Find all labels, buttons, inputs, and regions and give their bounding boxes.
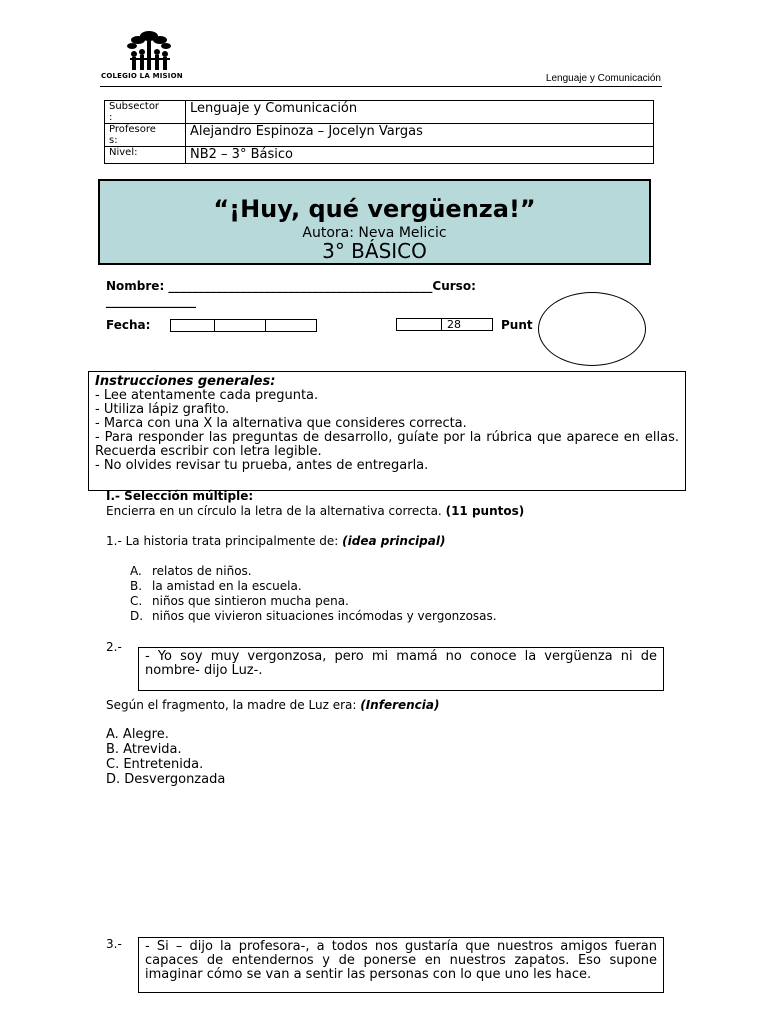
header-subject: Lenguaje y Comunicación: [545, 73, 661, 84]
instructions-heading: Instrucciones generales:: [95, 374, 276, 389]
instruction-line: - Utiliza lápiz grafito.: [95, 402, 230, 417]
question-2-text: Según el fragmento, la madre de Luz era:: [106, 698, 357, 712]
section-instruction: [106, 504, 524, 518]
option[interactable]: B. Atrevida.: [106, 742, 182, 757]
table-row: [105, 147, 654, 164]
table-row: [105, 124, 654, 147]
question-1-text: 1.- La historia trata principalmente de:: [106, 534, 339, 548]
total-points: 28: [441, 318, 493, 331]
header-divider: [100, 86, 662, 87]
points-label: Punt: [501, 318, 533, 332]
author: Autora: Neva Melicic: [302, 225, 447, 241]
level-label: Nivel:: [105, 147, 186, 164]
info-table: [104, 100, 654, 164]
date-year-box[interactable]: [265, 319, 317, 332]
score-box[interactable]: [396, 318, 442, 331]
level-value: NB2 – 3° Básico: [186, 147, 654, 164]
question-3-number: 3.-: [106, 937, 122, 951]
question-1: [106, 534, 445, 548]
instruction-line: - No olvides revisar tu prueba, antes de entregarla.: [95, 458, 429, 473]
grade-circle[interactable]: [538, 292, 646, 366]
option[interactable]: A. relatos de niños.: [130, 564, 252, 578]
date-label: Fecha:: [106, 318, 151, 332]
question-2-options: [106, 727, 225, 787]
question-2-number: 2.-: [106, 640, 122, 654]
grade: 3° BÁSICO: [322, 239, 427, 263]
instruction-line: - Lee atentamente cada pregunta.: [95, 388, 319, 403]
question-2-quote: - Yo soy muy vergonzosa, pero mi mamá no conoce la vergüenza ni de nombre- dijo Luz-.: [138, 647, 664, 691]
option[interactable]: C. Entretenida.: [106, 757, 204, 772]
subsector-label: Subsector :: [105, 101, 186, 124]
option[interactable]: A. Alegre.: [106, 727, 169, 742]
title-box: [98, 179, 651, 265]
date-day-box[interactable]: [170, 319, 215, 332]
school-name: COLEGIO LA MISION: [101, 72, 183, 80]
question-1-options: [130, 564, 497, 624]
course-field-line[interactable]: _______________: [106, 294, 196, 308]
option[interactable]: D. niños que vivieron situaciones incómodas y vergonzosas.: [130, 609, 497, 623]
section-title: I.- Selección múltiple:: [106, 489, 254, 503]
question-2-tag: (Inferencia): [360, 698, 440, 712]
question-3-quote: - Si – dijo la profesora-, a todos nos gustaría que nuestros amigos fueran capaces de entendernos y de ponerse en nuestros zapatos. Eso supone imaginar cómo se van a sentir las personas con lo que uno les hace.: [138, 937, 664, 993]
instruction-line: - Para responder las preguntas de desarrollo, guíate por la rúbrica que aparece en ellas. Recuerda escribir con letra legible.: [95, 430, 679, 459]
subsector-value: Lenguaje y Comunicación: [186, 101, 654, 124]
teachers-label: Profesore s:: [105, 124, 186, 147]
option[interactable]: C. niños que sintieron mucha pena.: [130, 594, 349, 608]
question-2: [106, 698, 440, 712]
question-1-tag: (idea principal): [342, 534, 446, 548]
section-points: (11 puntos): [445, 504, 525, 518]
section-instruction-text: Encierra en un círculo la letra de la alternativa correcta.: [106, 504, 442, 518]
instructions-box: [88, 371, 686, 491]
test-title: “¡Huy, qué vergüenza!”: [213, 195, 536, 223]
option[interactable]: D. Desvergonzada: [106, 772, 226, 787]
instruction-line: - Marca con una X la alternativa que consideres correcta.: [95, 416, 467, 431]
table-row: [105, 101, 654, 124]
option[interactable]: B. la amistad en la escuela.: [130, 579, 302, 593]
date-month-box[interactable]: [214, 319, 266, 332]
name-field[interactable]: Nombre: ____________________________________________Curso:: [106, 279, 476, 293]
teachers-value: Alejandro Espinoza – Jocelyn Vargas: [186, 124, 654, 147]
